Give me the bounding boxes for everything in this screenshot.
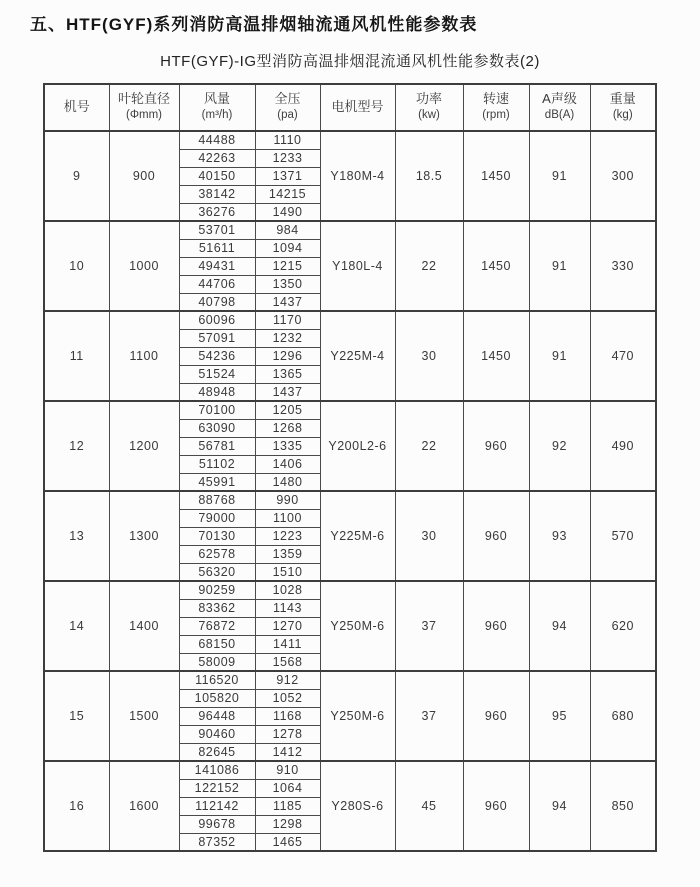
column-header-label: 功率 [415,91,442,107]
cell-total-pressure: 1168 [255,707,320,725]
cell-total-pressure: 1143 [255,599,320,617]
column-header-unit: dB(A) [544,109,575,122]
cell-power: 37 [395,671,463,761]
cell-airflow: 44706 [179,275,255,293]
cell-speed: 960 [463,671,529,761]
cell-motor-model: Y180M-4 [320,131,395,221]
cell-total-pressure: 1064 [255,779,320,797]
cell-airflow: 40150 [179,167,255,185]
table-row [44,401,656,419]
cell-total-pressure: 1437 [255,293,320,311]
cell-speed: 1450 [463,131,529,221]
cell-model-no: 13 [44,491,109,581]
table-row [44,491,656,509]
cell-airflow: 36276 [179,203,255,221]
column-header [590,84,656,131]
cell-noise-level: 91 [529,221,590,311]
spec-table-header-row [44,84,656,131]
cell-total-pressure: 1296 [255,347,320,365]
cell-power: 18.5 [395,131,463,221]
cell-total-pressure: 1223 [255,527,320,545]
cell-total-pressure: 1185 [255,797,320,815]
column-header-unit: (kg) [612,109,633,122]
cell-airflow: 40798 [179,293,255,311]
cell-total-pressure: 1094 [255,239,320,257]
cell-total-pressure: 1215 [255,257,320,275]
cell-airflow: 56320 [179,563,255,581]
cell-impeller-diameter: 1100 [109,311,179,401]
fan-spec-table [43,83,657,852]
cell-weight: 470 [590,311,656,401]
cell-weight: 300 [590,131,656,221]
cell-impeller-diameter: 1500 [109,671,179,761]
cell-speed: 960 [463,401,529,491]
table-row [44,671,656,689]
column-header-label: 机号 [63,99,90,115]
cell-total-pressure: 1335 [255,437,320,455]
cell-airflow: 70130 [179,527,255,545]
cell-power: 30 [395,311,463,401]
cell-total-pressure: 1298 [255,815,320,833]
cell-model-no: 9 [44,131,109,221]
cell-total-pressure: 1232 [255,329,320,347]
cell-noise-level: 91 [529,131,590,221]
cell-model-no: 15 [44,671,109,761]
cell-model-no: 11 [44,311,109,401]
cell-airflow: 99678 [179,815,255,833]
cell-total-pressure: 1411 [255,635,320,653]
column-header-unit: (rpm) [482,109,510,122]
column-header-label: 全压 [274,91,301,107]
cell-motor-model: Y180L-4 [320,221,395,311]
cell-total-pressure: 1350 [255,275,320,293]
cell-motor-model: Y225M-4 [320,311,395,401]
column-header [179,84,255,131]
cell-impeller-diameter: 1600 [109,761,179,851]
cell-airflow: 90460 [179,725,255,743]
cell-airflow: 51611 [179,239,255,257]
cell-airflow: 87352 [179,833,255,851]
cell-model-no: 10 [44,221,109,311]
column-header-label: 重量 [609,91,636,107]
cell-impeller-diameter: 900 [109,131,179,221]
cell-total-pressure: 1568 [255,653,320,671]
cell-total-pressure: 1170 [255,311,320,329]
column-header [255,84,320,131]
column-header-label: 风量 [203,91,230,107]
cell-airflow: 116520 [179,671,255,689]
cell-total-pressure: 1510 [255,563,320,581]
cell-total-pressure: 1100 [255,509,320,527]
cell-weight: 490 [590,401,656,491]
cell-impeller-diameter: 1400 [109,581,179,671]
cell-airflow: 44488 [179,131,255,149]
cell-speed: 1450 [463,311,529,401]
column-header-label: A声级 [542,91,577,107]
cell-power: 22 [395,401,463,491]
page-title: 五、HTF(GYF)系列消防高温排烟轴流通风机性能参数表 [30,15,478,34]
column-header-label: 转速 [482,91,509,107]
cell-total-pressure: 1028 [255,581,320,599]
column-header-unit: (Φmm) [126,109,162,122]
table-row [44,581,656,599]
column-header [529,84,590,131]
cell-airflow: 79000 [179,509,255,527]
cell-motor-model: Y200L2-6 [320,401,395,491]
column-header-label: 叶轮直径 [117,91,170,107]
cell-airflow: 76872 [179,617,255,635]
cell-airflow: 49431 [179,257,255,275]
cell-total-pressure: 1480 [255,473,320,491]
cell-total-pressure: 1233 [255,149,320,167]
cell-total-pressure: 1406 [255,455,320,473]
cell-airflow: 141086 [179,761,255,779]
cell-speed: 1450 [463,221,529,311]
cell-weight: 680 [590,671,656,761]
cell-total-pressure: 1371 [255,167,320,185]
cell-airflow: 56781 [179,437,255,455]
cell-weight: 570 [590,491,656,581]
cell-motor-model: Y225M-6 [320,491,395,581]
cell-airflow: 83362 [179,599,255,617]
cell-impeller-diameter: 1200 [109,401,179,491]
cell-airflow: 60096 [179,311,255,329]
cell-model-no: 12 [44,401,109,491]
cell-power: 30 [395,491,463,581]
cell-weight: 620 [590,581,656,671]
cell-speed: 960 [463,761,529,851]
cell-noise-level: 91 [529,311,590,401]
cell-total-pressure: 1110 [255,131,320,149]
column-header [395,84,463,131]
table-row [44,311,656,329]
column-header-unit: (pa) [277,109,298,122]
cell-airflow: 58009 [179,653,255,671]
cell-airflow: 63090 [179,419,255,437]
cell-noise-level: 93 [529,491,590,581]
column-header-label: 电机型号 [331,99,384,115]
cell-model-no: 16 [44,761,109,851]
cell-airflow: 54236 [179,347,255,365]
cell-power: 45 [395,761,463,851]
cell-airflow: 48948 [179,383,255,401]
cell-airflow: 96448 [179,707,255,725]
cell-weight: 850 [590,761,656,851]
table-row [44,221,656,239]
cell-total-pressure: 910 [255,761,320,779]
cell-motor-model: Y250M-6 [320,671,395,761]
cell-impeller-diameter: 1300 [109,491,179,581]
cell-total-pressure: 990 [255,491,320,509]
cell-power: 37 [395,581,463,671]
column-header-unit: (m³/h) [201,109,233,122]
cell-noise-level: 94 [529,761,590,851]
cell-total-pressure: 1052 [255,689,320,707]
cell-airflow: 57091 [179,329,255,347]
cell-motor-model: Y250M-6 [320,581,395,671]
cell-total-pressure: 1268 [255,419,320,437]
cell-airflow: 51524 [179,365,255,383]
cell-airflow: 68150 [179,635,255,653]
cell-total-pressure: 1490 [255,203,320,221]
cell-total-pressure: 1205 [255,401,320,419]
cell-airflow: 51102 [179,455,255,473]
cell-airflow: 82645 [179,743,255,761]
cell-airflow: 90259 [179,581,255,599]
cell-airflow: 62578 [179,545,255,563]
cell-airflow: 88768 [179,491,255,509]
cell-model-no: 14 [44,581,109,671]
cell-total-pressure: 1437 [255,383,320,401]
column-header-unit: (kw) [418,109,440,122]
cell-weight: 330 [590,221,656,311]
cell-total-pressure: 1278 [255,725,320,743]
cell-airflow: 38142 [179,185,255,203]
cell-total-pressure: 1365 [255,365,320,383]
table-row [44,131,656,149]
cell-total-pressure: 1465 [255,833,320,851]
cell-impeller-diameter: 1000 [109,221,179,311]
cell-airflow: 112142 [179,797,255,815]
cell-total-pressure: 1270 [255,617,320,635]
cell-total-pressure: 1359 [255,545,320,563]
cell-airflow: 105820 [179,689,255,707]
spec-table-body [44,131,656,851]
cell-airflow: 53701 [179,221,255,239]
cell-airflow: 122152 [179,779,255,797]
cell-noise-level: 92 [529,401,590,491]
cell-total-pressure: 984 [255,221,320,239]
column-header [44,84,109,131]
cell-power: 22 [395,221,463,311]
cell-noise-level: 95 [529,671,590,761]
table-row [44,761,656,779]
cell-speed: 960 [463,581,529,671]
cell-total-pressure: 1412 [255,743,320,761]
cell-airflow: 70100 [179,401,255,419]
column-header [109,84,179,131]
cell-airflow: 45991 [179,473,255,491]
cell-motor-model: Y280S-6 [320,761,395,851]
column-header [320,84,395,131]
table-subtitle: HTF(GYF)-IG型消防高温排烟混流通风机性能参数表(2) [160,53,540,70]
cell-total-pressure: 912 [255,671,320,689]
cell-total-pressure: 14215 [255,185,320,203]
cell-noise-level: 94 [529,581,590,671]
cell-speed: 960 [463,491,529,581]
cell-airflow: 42263 [179,149,255,167]
column-header [463,84,529,131]
